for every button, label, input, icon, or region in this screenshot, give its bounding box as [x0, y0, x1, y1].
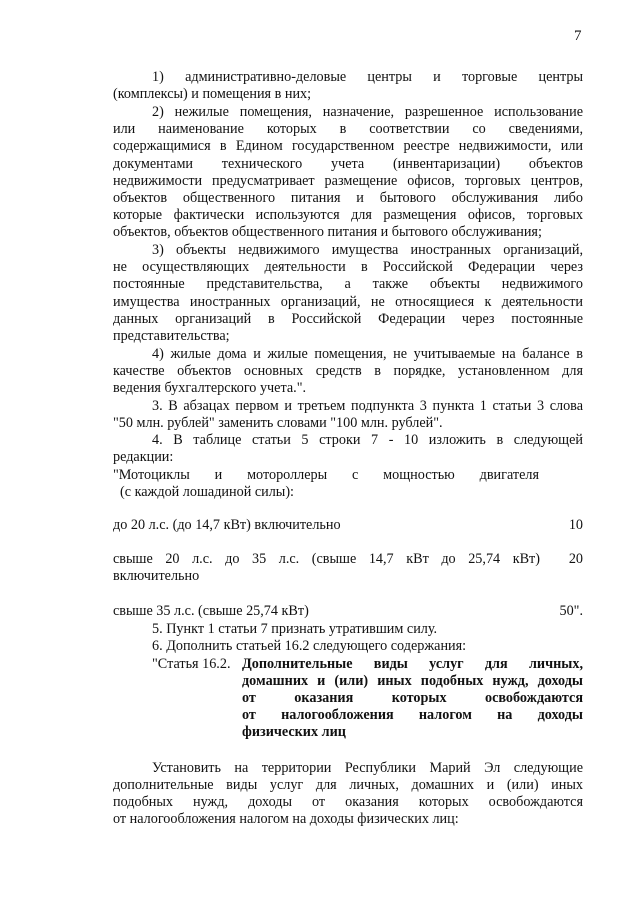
text-line: объектов общественного питания и бытового обслуживания либо	[113, 190, 583, 206]
text-line: (комплексы) и помещения в них;	[113, 86, 312, 102]
text-line: или наименование которых в соответствии со сведениями,	[113, 121, 583, 137]
text-line: Дополнительные виды услуг для личных,	[242, 656, 583, 672]
text-line: подобных нужд, доходы от оказания которых освобождаются	[113, 794, 583, 810]
text-line: свыше 20 л.с. до 35 л.с. (свыше 14,7 кВт до 25,74 кВт)	[113, 551, 540, 567]
text-line: от налогообложения налогом на доходы	[242, 707, 583, 723]
text-line: редакции:	[113, 449, 174, 465]
text-line: объектов, объектов общественного питания и бытового обслуживания;	[113, 224, 542, 240]
text-line: 4) жилые дома и жилые помещения, не учитываемые на балансе в	[152, 346, 583, 362]
text-line: "50 млн. рублей" заменить словами "100 млн. рублей".	[113, 415, 443, 431]
text-line: 3) объекты недвижимого имущества иностранных организаций,	[152, 242, 583, 258]
tax-rate-value: 10	[568, 517, 583, 533]
text-line: "Мотоциклы и мотороллеры с мощностью двигателя	[113, 467, 539, 483]
text-line: не осуществляющих деятельности в Российской Федерации через	[113, 259, 583, 275]
text-line: свыше 35 л.с. (свыше 25,74 кВт)	[113, 603, 309, 619]
text-line: 4. В таблице статьи 5 строки 7 - 10 изложить в следующей	[152, 432, 583, 448]
text-line: постоянные представительства, а также объекты недвижимого	[113, 276, 583, 292]
text-line: Установить на территории Республики Марий Эл следующие	[152, 760, 583, 776]
text-line: физических лиц	[242, 724, 346, 740]
text-line: ведения бухгалтерского учета.".	[113, 380, 307, 396]
text-line: данных организаций в Российской Федерации через постоянные	[113, 311, 583, 327]
tax-rate-value: 20	[568, 551, 583, 567]
text-line: от оказания которых освобождаются	[242, 690, 583, 706]
text-line: 5. Пункт 1 статьи 7 признать утратившим силу.	[152, 621, 438, 637]
text-line: 1) административно-деловые центры и торговые центры	[152, 69, 583, 85]
text-line: 3. В абзацах первом и третьем подпункта 3 пункта 1 статьи 3 слова	[152, 398, 583, 414]
text-line: которые фактически используются для размещения офисов, торговых	[113, 207, 583, 223]
text-line: включительно	[113, 568, 200, 584]
text-line: представительства;	[113, 328, 230, 344]
text-line: от налогообложения налогом на доходы физических лиц:	[113, 811, 459, 827]
page-number: 7	[574, 28, 582, 44]
text-line: документами технического учета (инвентаризации) объектов	[113, 156, 583, 172]
text-line: (с каждой лошадиной силы):	[120, 484, 294, 500]
text-line: "Статья 16.2.	[152, 656, 231, 672]
text-line: недвижимости предусматривает размещение офисов, торговых центров,	[113, 173, 583, 189]
text-line: до 20 л.с. (до 14,7 кВт) включительно	[113, 517, 341, 533]
text-line: имущества иностранных организаций, не относящиеся к деятельности	[113, 294, 583, 310]
text-line: содержащимися в Едином государственном реестре недвижимости, или	[113, 138, 583, 154]
text-line: дополнительные виды услуг для личных, домашних и (или) иных	[113, 777, 583, 793]
text-line: качестве объектов основных средств в порядке, установленном для	[113, 363, 583, 379]
tax-rate-value: 50".	[559, 603, 583, 619]
text-line: домашних и (или) иных подобных нужд, доходы	[242, 673, 583, 689]
text-line: 6. Дополнить статьей 16.2 следующего содержания:	[152, 638, 467, 654]
text-line: 2) нежилые помещения, назначение, разрешенное использование	[152, 104, 583, 120]
